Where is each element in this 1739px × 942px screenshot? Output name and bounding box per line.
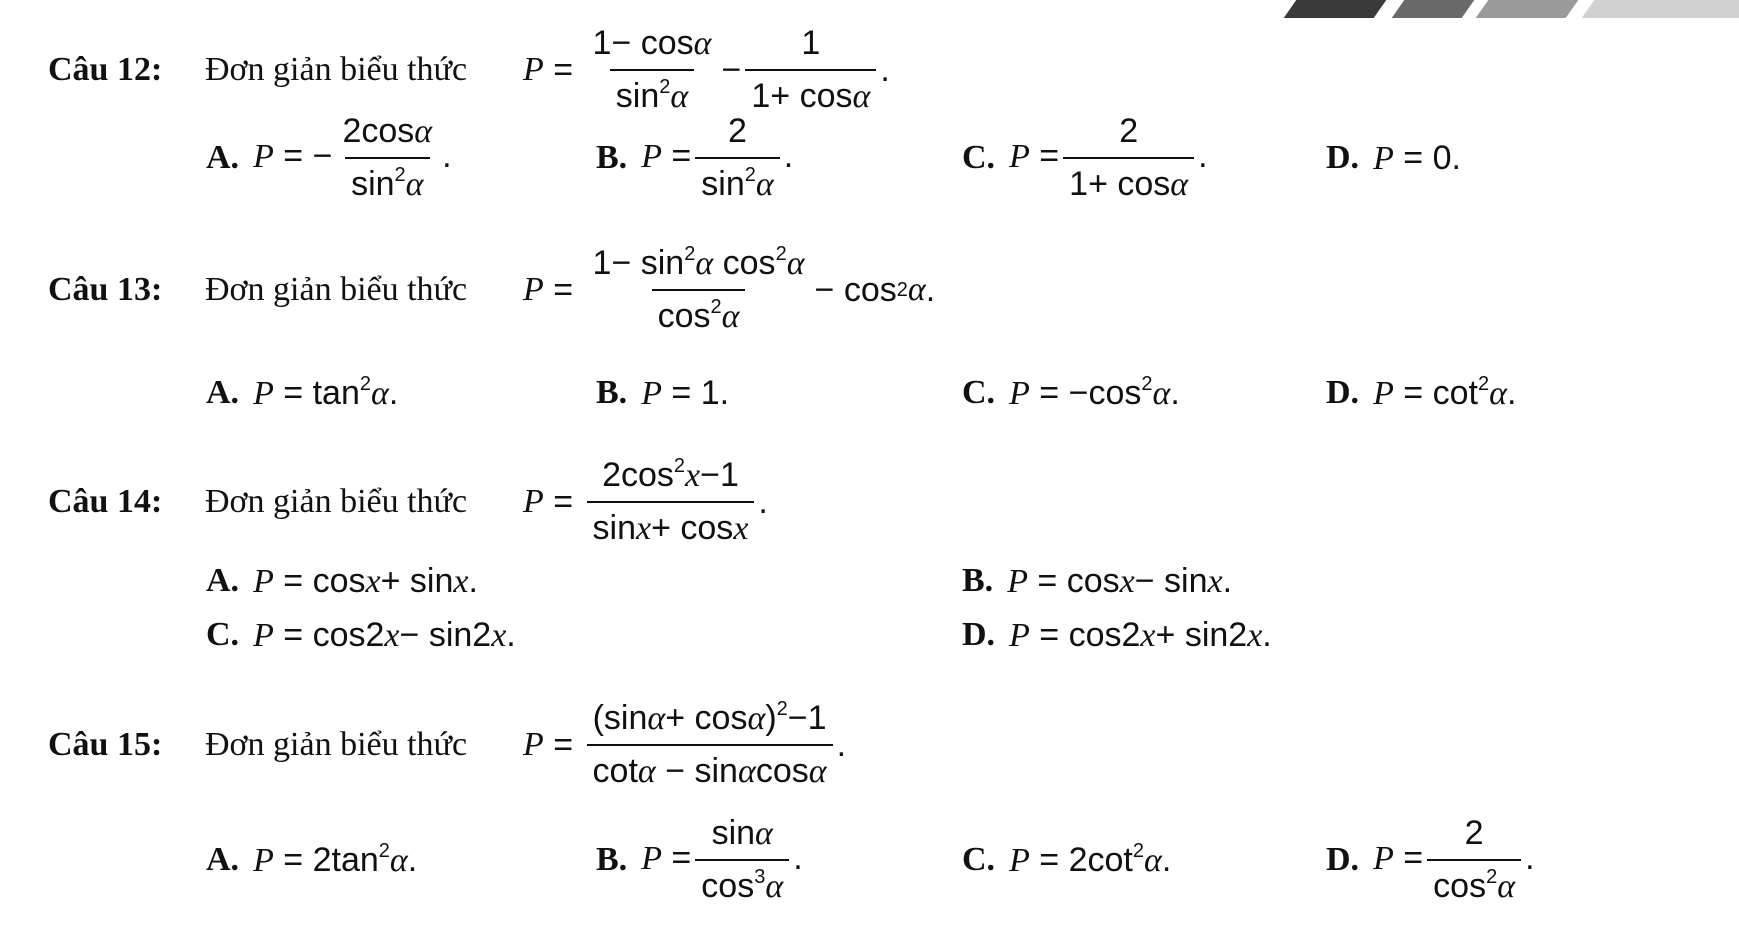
question-label: Câu 14: (48, 483, 163, 520)
option-b[interactable]: B. P = 1. (596, 373, 730, 412)
question-formula: P = $\frac{1- \sin^2\alpha \cos^2\alpha}{\cos^2\alpha}$ − cos 2 α . (523, 243, 936, 335)
question-15 (0, 700, 1739, 790)
question-12 (0, 24, 1739, 115)
option-label: C. (206, 616, 240, 653)
question-13 (0, 243, 1739, 335)
question-formula: P = $\frac{1- \cos\alpha}{\sin^2\alpha}$ − $\frac{1}{1+ \cos\alpha}$ . (523, 24, 890, 115)
option-label: C. (962, 374, 996, 411)
option-label: A. (206, 374, 240, 411)
option-a[interactable]: A. P = cosx+ sinx. (206, 561, 478, 600)
option-d[interactable]: D. P = $\frac{2}{\cos^2\alpha}$ . (1326, 814, 1535, 905)
option-label: B. (962, 562, 994, 599)
option-a[interactable]: A. $P = 2\tan^2\alpha$. (206, 839, 418, 879)
question-text: Đơn giản biểu thức (205, 483, 468, 520)
question-14 (0, 455, 1739, 547)
option-c[interactable]: C. P = $\frac{2}{1+ \cos\alpha}$ . (962, 112, 1208, 203)
option-label: B. (596, 374, 628, 411)
option-label: D. (962, 616, 996, 653)
option-a[interactable]: A. $P = \tan^2\alpha$. (206, 372, 399, 412)
option-label: B. (596, 841, 628, 878)
option-d[interactable]: D. P = 0. (1326, 138, 1461, 177)
question-label: Câu 12: (48, 51, 163, 88)
option-label: A. (206, 139, 240, 176)
question-label: Câu 13: (48, 271, 163, 308)
question-label: Câu 15: (48, 726, 163, 763)
option-c[interactable]: C. P = cos2x− sin2x. (206, 615, 516, 654)
option-label: A. (206, 562, 240, 599)
option-label: C. (962, 139, 996, 176)
option-c[interactable]: C. $P = 2\cot^2\alpha$. (962, 839, 1172, 879)
option-d[interactable]: D. P = cos2x+ sin2x. (962, 615, 1272, 654)
question-text: Đơn giản biểu thức (205, 51, 468, 88)
option-label: D. (1326, 841, 1360, 878)
option-label: B. (596, 139, 628, 176)
option-label: A. (206, 841, 240, 878)
question-formula: P = $\frac{(\sin\alpha+ \cos\alpha)^2-1}{\cot\alpha - \sin\alpha\cos\alpha}$ . (523, 698, 847, 790)
option-b[interactable]: B. P = $\frac{2}{\sin^2\alpha}$ . (596, 112, 794, 203)
header-decoration (1284, 0, 1387, 18)
option-c[interactable]: C. $P = -\cos^2\alpha$. (962, 372, 1180, 412)
option-label: C. (962, 841, 996, 878)
option-label: D. (1326, 139, 1360, 176)
question-text: Đơn giản biểu thức (205, 271, 468, 308)
header-decoration (1476, 0, 1579, 18)
option-a[interactable]: A. P = − $\frac{2\cos\alpha}{\sin^2\alpha}$ . (206, 112, 452, 203)
question-formula: P = $\frac{2\cos^2x-1}{\sin x+ \cos x}$ . (523, 455, 768, 547)
option-b[interactable]: B. P = cosx− sinx. (962, 561, 1233, 600)
header-decoration (1392, 0, 1475, 18)
question-text: Đơn giản biểu thức (205, 726, 468, 763)
option-label: D. (1326, 374, 1360, 411)
option-b[interactable]: B. P = $\frac{\sin\alpha}{\cos^3\alpha}$ . (596, 814, 803, 905)
header-decoration (1582, 0, 1739, 18)
option-d[interactable]: D. $P = \cot^2\alpha$. (1326, 372, 1517, 412)
